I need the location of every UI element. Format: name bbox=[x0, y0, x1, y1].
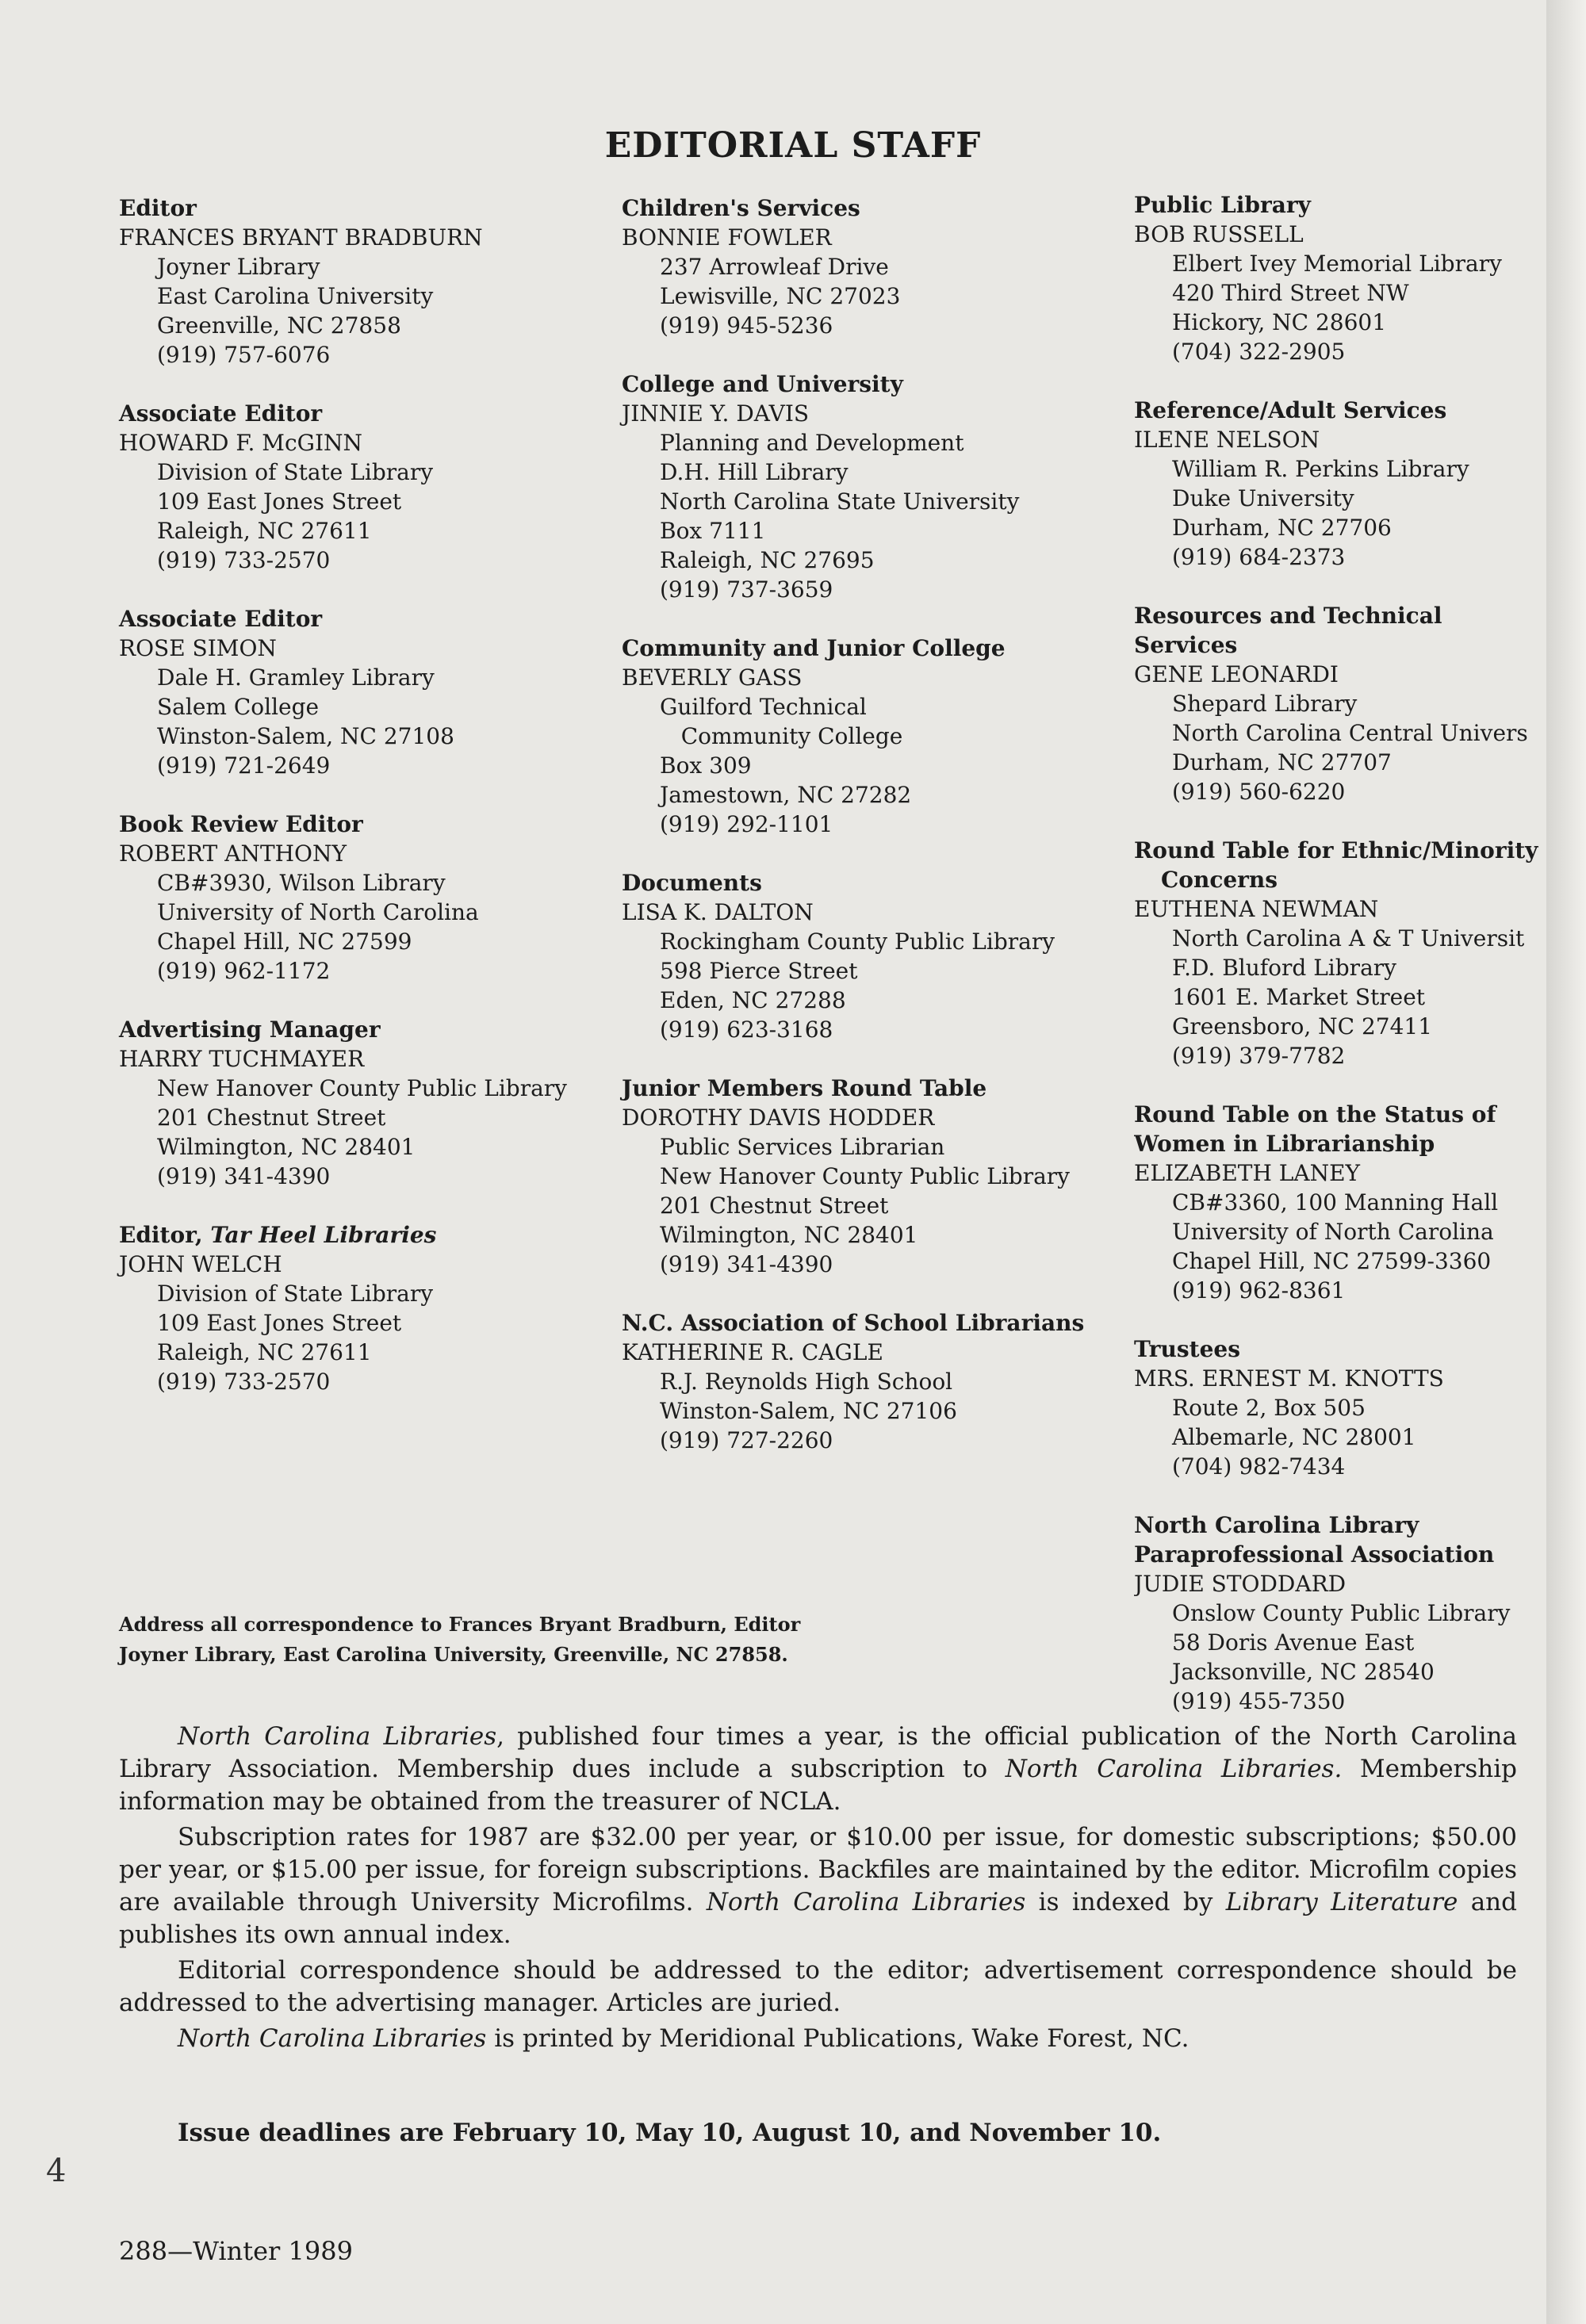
address-line: D.H. Hill Library bbox=[660, 459, 849, 485]
role-title bbox=[119, 399, 611, 428]
address-line: (919) 733-2570 bbox=[157, 1369, 331, 1395]
address-line: Salem College bbox=[157, 694, 320, 720]
staff-entry bbox=[119, 193, 611, 369]
address-block bbox=[1134, 1188, 1546, 1305]
role-title-text: North Carolina Library bbox=[1134, 1512, 1419, 1538]
handwritten-mark: 4 bbox=[46, 2153, 67, 2189]
address-line: (919) 945-5236 bbox=[660, 312, 833, 339]
role-title bbox=[119, 1015, 611, 1044]
address-line: Joyner Library bbox=[157, 254, 320, 280]
address-line: Wilmington, NC 28401 bbox=[660, 1222, 918, 1248]
staff-name: KATHERINE R. CAGLE bbox=[622, 1339, 883, 1365]
address-line: Hickory, NC 28601 bbox=[1172, 309, 1387, 335]
page-footer: 288—Winter 1989 bbox=[119, 2236, 353, 2266]
address-line: (919) 962-1172 bbox=[157, 958, 331, 984]
role-title bbox=[1134, 1510, 1546, 1540]
staff-entry bbox=[1134, 1334, 1546, 1481]
address-block bbox=[1134, 454, 1546, 572]
address-line: Raleigh, NC 27611 bbox=[157, 1339, 372, 1365]
address-line: Elbert Ivey Memorial Library bbox=[1172, 251, 1502, 277]
role-title bbox=[1134, 1334, 1546, 1364]
address-line: CB#3930, Wilson Library bbox=[157, 870, 446, 896]
address-line: Chapel Hill, NC 27599-3360 bbox=[1172, 1248, 1492, 1274]
correspondence-line-1: Address all correspondence to Frances Bryant Bradburn, Editor bbox=[119, 1613, 801, 1636]
address-line: Wilmington, NC 28401 bbox=[157, 1134, 416, 1160]
right-column bbox=[1134, 190, 1546, 1745]
address-line: East Carolina University bbox=[157, 283, 434, 309]
role-title bbox=[1134, 601, 1546, 660]
address-line: Box 7111 bbox=[660, 518, 766, 544]
role-title bbox=[622, 1074, 1113, 1103]
staff-name: HOWARD F. McGINN bbox=[119, 430, 363, 456]
address-line: (919) 721-2649 bbox=[157, 752, 331, 779]
page-title: EDITORIAL STAFF bbox=[604, 125, 982, 166]
role-title-continued: Paraprofessional Association bbox=[1134, 1541, 1495, 1568]
staff-name: ILENE NELSON bbox=[1134, 427, 1320, 453]
staff-entry bbox=[1134, 190, 1546, 366]
role-title-continued: Women in Librarianship bbox=[1134, 1131, 1435, 1157]
role-title-text: Reference/Adult Services bbox=[1134, 397, 1447, 423]
role-title-text: Children's Services bbox=[622, 195, 860, 221]
role-title-text: Junior Members Round Table bbox=[622, 1075, 987, 1101]
staff-entry bbox=[1134, 1510, 1546, 1716]
role-title-text: N.C. Association of School Librarians bbox=[622, 1310, 1085, 1336]
address-block bbox=[622, 927, 1113, 1044]
staff-name: ROSE SIMON bbox=[119, 635, 277, 661]
publication-paragraph-1 bbox=[119, 1721, 1517, 1818]
address-line: Raleigh, NC 27695 bbox=[660, 547, 875, 573]
address-line: University of North Carolina bbox=[157, 899, 479, 925]
text: Membership information may be obtained from the treasurer of NCLA. bbox=[119, 1755, 1518, 1816]
address-line: 420 Third Street NW bbox=[1172, 280, 1409, 306]
staff-name: BEVERLY GASS bbox=[622, 664, 803, 691]
publication-name: Tar Heel Libraries bbox=[210, 1222, 437, 1248]
address-line: New Hanover County Public Library bbox=[157, 1075, 567, 1101]
address-line: North Carolina Central Univers bbox=[1172, 720, 1528, 746]
staff-name: DOROTHY DAVIS HODDER bbox=[622, 1105, 935, 1131]
address-block bbox=[119, 252, 611, 369]
address-block bbox=[119, 868, 611, 986]
address-block bbox=[1134, 1393, 1546, 1481]
address-line: 109 East Jones Street bbox=[157, 488, 402, 515]
text: and publishes its own annual index. bbox=[119, 1888, 1517, 1949]
staff-name: JOHN WELCH bbox=[119, 1251, 282, 1277]
staff-entry bbox=[119, 399, 611, 575]
index-name: Library Literature bbox=[1225, 1888, 1458, 1916]
address-line: 237 Arrowleaf Drive bbox=[660, 254, 889, 280]
address-line: North Carolina State University bbox=[660, 488, 1020, 515]
role-title bbox=[622, 1308, 1113, 1338]
address-line: 598 Pierce Street bbox=[660, 958, 858, 984]
address-line: Lewisville, NC 27023 bbox=[660, 283, 901, 309]
address-block bbox=[622, 1367, 1113, 1455]
role-title bbox=[119, 604, 611, 634]
address-line: (919) 341-4390 bbox=[157, 1163, 331, 1189]
address-line: CB#3360, 100 Manning Hall bbox=[1172, 1189, 1499, 1216]
staff-entry bbox=[1134, 836, 1546, 1070]
address-line: Division of State Library bbox=[157, 459, 434, 485]
publication-paragraph-3: Editorial correspondence should be addressed to the editor; advertisement correspondence should be addressed to the advertising manager. Articles are juried. bbox=[119, 1956, 1517, 2017]
address-line: 109 East Jones Street bbox=[157, 1310, 402, 1336]
staff-name: BONNIE FOWLER bbox=[622, 224, 832, 251]
role-title bbox=[622, 868, 1113, 898]
role-title bbox=[622, 193, 1113, 223]
role-title-text: Community and Junior College bbox=[622, 635, 1006, 661]
address-line: (919) 757-6076 bbox=[157, 342, 331, 368]
publication-name: North Carolina Libraries. bbox=[1005, 1755, 1343, 1783]
address-line: Route 2, Box 505 bbox=[1172, 1395, 1366, 1421]
address-line: (919) 727-2260 bbox=[660, 1427, 833, 1453]
page-edge bbox=[1546, 0, 1586, 2324]
middle-column bbox=[622, 193, 1113, 1484]
address-block bbox=[119, 1074, 611, 1191]
staff-entry bbox=[119, 604, 611, 780]
address-line: R.J. Reynolds High School bbox=[660, 1369, 953, 1395]
address-block bbox=[622, 692, 1113, 839]
publication-info bbox=[119, 1721, 1517, 2058]
role-title-continued: Concerns bbox=[1161, 867, 1278, 893]
address-line: Shepard Library bbox=[1172, 691, 1358, 717]
text: is printed by Meridional Publications, Wake Forest, NC. bbox=[486, 2024, 1190, 2053]
staff-name: HARRY TUCHMAYER bbox=[119, 1046, 365, 1072]
publication-name: North Carolina Libraries bbox=[178, 1722, 497, 1751]
address-line: (919) 623-3168 bbox=[660, 1017, 833, 1043]
staff-name: LISA K. DALTON bbox=[622, 899, 814, 925]
role-title bbox=[1134, 190, 1546, 220]
address-line: William R. Perkins Library bbox=[1172, 456, 1469, 482]
role-title-text: Documents bbox=[622, 870, 762, 896]
staff-name: JINNIE Y. DAVIS bbox=[622, 400, 810, 427]
address-line: Community College bbox=[660, 723, 903, 749]
role-title bbox=[622, 369, 1113, 399]
staff-name: BOB RUSSELL bbox=[1134, 221, 1304, 247]
staff-entry bbox=[1134, 396, 1546, 572]
address-block bbox=[119, 663, 611, 780]
address-block bbox=[119, 458, 611, 575]
role-title-text: Round Table on the Status of bbox=[1134, 1101, 1496, 1128]
address-line: Durham, NC 27707 bbox=[1172, 749, 1392, 775]
address-line: (919) 684-2373 bbox=[1172, 544, 1346, 570]
role-title-text: Round Table for Ethnic/Minority bbox=[1134, 837, 1538, 863]
staff-entry bbox=[622, 193, 1113, 340]
address-line: F.D. Bluford Library bbox=[1172, 955, 1396, 981]
address-block bbox=[119, 1279, 611, 1396]
role-title bbox=[1134, 396, 1546, 425]
publication-paragraph-4 bbox=[119, 2023, 1517, 2055]
text: Subscription rates for 1987 are $32.00 per year, or $10.00 per issue, for domestic subscriptions; $50.00 per year, or $15.00 per issue, for foreign subscriptions. Backfiles are maintained by the editor. Microfilm copies are available through University Microfilms. bbox=[119, 1823, 1517, 1916]
role-title bbox=[622, 634, 1113, 663]
address-line: Albemarle, NC 28001 bbox=[1172, 1424, 1416, 1450]
address-line: 201 Chestnut Street bbox=[660, 1193, 889, 1219]
address-line: 58 Doris Avenue East bbox=[1172, 1629, 1415, 1656]
address-line: Raleigh, NC 27611 bbox=[157, 518, 372, 544]
role-title-text: Editor bbox=[119, 195, 197, 221]
correspondence-line-2: Joyner Library, East Carolina University, Greenville, NC 27858. bbox=[119, 1643, 788, 1666]
role-title-text: Resources and Technical Services bbox=[1134, 603, 1442, 658]
address-line: Dale H. Gramley Library bbox=[157, 664, 435, 691]
address-line: North Carolina A & T Universit bbox=[1172, 925, 1525, 951]
address-block bbox=[1134, 249, 1546, 366]
publication-paragraph-2 bbox=[119, 1821, 1517, 1951]
staff-entry bbox=[119, 1015, 611, 1191]
role-title-text: College and University bbox=[622, 371, 903, 397]
address-block bbox=[1134, 924, 1546, 1070]
role-title bbox=[119, 810, 611, 839]
role-title-text: Public Library bbox=[1134, 192, 1311, 218]
correspondence-note bbox=[119, 1610, 912, 1670]
staff-name: JUDIE STODDARD bbox=[1134, 1571, 1347, 1597]
publication-name: North Carolina Libraries bbox=[178, 2024, 487, 2053]
staff-name: ROBERT ANTHONY bbox=[119, 840, 347, 867]
role-title-text: Associate Editor bbox=[119, 400, 323, 427]
address-line: Jacksonville, NC 28540 bbox=[1172, 1659, 1435, 1685]
staff-entry bbox=[622, 369, 1113, 604]
role-title bbox=[119, 193, 611, 223]
role-title-text: Book Review Editor bbox=[119, 811, 363, 837]
role-title-text: Editor, bbox=[119, 1222, 211, 1248]
address-block bbox=[622, 428, 1113, 604]
address-line: Box 309 bbox=[660, 752, 752, 779]
address-line: (704) 322-2905 bbox=[1172, 339, 1346, 365]
address-line: New Hanover County Public Library bbox=[660, 1163, 1070, 1189]
address-line: Greensboro, NC 27411 bbox=[1172, 1013, 1433, 1039]
address-line: (919) 733-2570 bbox=[157, 547, 331, 573]
left-column bbox=[119, 193, 611, 1426]
address-line: Planning and Development bbox=[660, 430, 964, 456]
address-line: Guilford Technical bbox=[660, 694, 867, 720]
role-title bbox=[1134, 836, 1546, 865]
address-block bbox=[622, 252, 1113, 340]
staff-name: MRS. ERNEST M. KNOTTS bbox=[1134, 1365, 1444, 1392]
address-line: (704) 982-7434 bbox=[1172, 1453, 1346, 1480]
staff-entry bbox=[622, 1308, 1113, 1455]
role-title-text: Associate Editor bbox=[119, 606, 323, 632]
staff-entry bbox=[119, 810, 611, 986]
staff-entry bbox=[622, 868, 1113, 1044]
address-line: Chapel Hill, NC 27599 bbox=[157, 928, 412, 955]
address-line: Rockingham County Public Library bbox=[660, 928, 1055, 955]
address-line: Jamestown, NC 27282 bbox=[660, 782, 912, 808]
address-line: (919) 292-1101 bbox=[660, 811, 833, 837]
address-line: Greenville, NC 27858 bbox=[157, 312, 401, 339]
address-line: Durham, NC 27706 bbox=[1172, 515, 1392, 541]
staff-entry bbox=[622, 1074, 1113, 1279]
issue-deadlines: Issue deadlines are February 10, May 10, August 10, and November 10. bbox=[178, 2119, 1162, 2147]
staff-entry bbox=[1134, 601, 1546, 806]
address-block bbox=[622, 1132, 1113, 1279]
address-block bbox=[1134, 1598, 1546, 1716]
address-line: Eden, NC 27288 bbox=[660, 987, 846, 1013]
address-line: (919) 560-6220 bbox=[1172, 779, 1346, 805]
staff-name: GENE LEONARDI bbox=[1134, 661, 1339, 687]
address-block bbox=[1134, 689, 1546, 806]
staff-name: EUTHENA NEWMAN bbox=[1134, 896, 1379, 922]
address-line: (919) 455-7350 bbox=[1172, 1688, 1346, 1714]
address-line: (919) 379-7782 bbox=[1172, 1043, 1346, 1069]
staff-name: ELIZABETH LANEY bbox=[1134, 1160, 1361, 1186]
address-line: 201 Chestnut Street bbox=[157, 1105, 386, 1131]
role-title bbox=[119, 1220, 611, 1250]
address-line: 1601 E. Market Street bbox=[1172, 984, 1426, 1010]
text: is indexed by bbox=[1025, 1888, 1226, 1916]
address-line: Public Services Librarian bbox=[660, 1134, 945, 1160]
staff-name: FRANCES BRYANT BRADBURN bbox=[119, 224, 483, 251]
address-line: Winston-Salem, NC 27106 bbox=[660, 1398, 957, 1424]
address-line: (919) 962-8361 bbox=[1172, 1277, 1346, 1304]
address-line: (919) 737-3659 bbox=[660, 576, 833, 603]
address-line: University of North Carolina bbox=[1172, 1219, 1494, 1245]
staff-entry bbox=[1134, 1100, 1546, 1305]
address-line: (919) 341-4390 bbox=[660, 1251, 833, 1277]
address-line: Winston-Salem, NC 27108 bbox=[157, 723, 454, 749]
address-line: Duke University bbox=[1172, 485, 1354, 511]
role-title bbox=[1134, 1100, 1546, 1129]
staff-entry bbox=[622, 634, 1113, 839]
role-title-text: Advertising Manager bbox=[119, 1017, 381, 1043]
staff-entry bbox=[119, 1220, 611, 1396]
publication-name: North Carolina Libraries bbox=[706, 1888, 1026, 1916]
address-line: Onslow County Public Library bbox=[1172, 1600, 1511, 1626]
role-title-text: Trustees bbox=[1134, 1336, 1240, 1362]
text: , published four times a year, is the official publication of the North Carolina Library Association. Membership dues include a subscription to bbox=[119, 1722, 1517, 1783]
address-line: Division of State Library bbox=[157, 1281, 434, 1307]
